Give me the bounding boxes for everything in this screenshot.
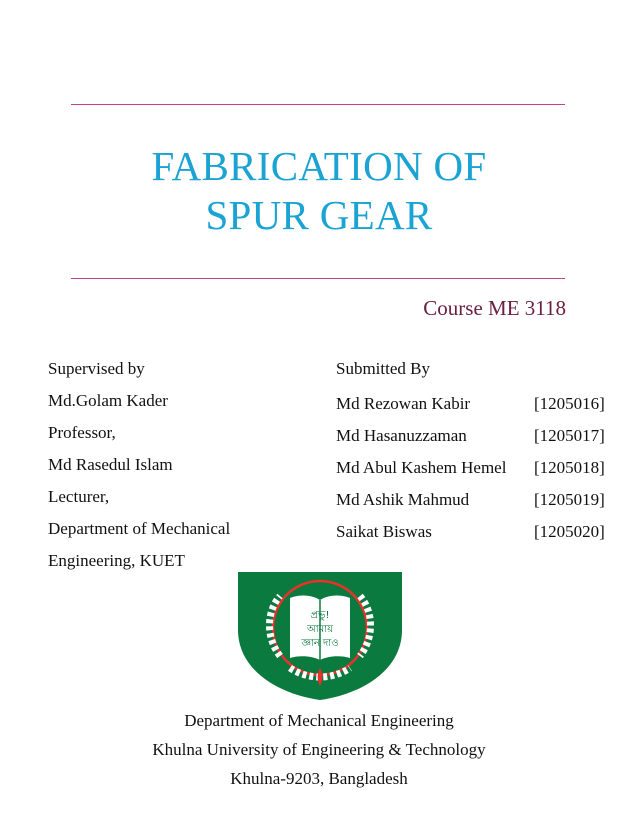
member-row xyxy=(336,452,614,484)
supervisor-line: Engineering, KUET xyxy=(48,551,185,570)
university-logo xyxy=(232,568,408,702)
member-list xyxy=(336,388,614,548)
member-row xyxy=(336,388,614,420)
member-id: [1205017] xyxy=(534,426,605,445)
institution-block xyxy=(0,706,638,793)
member-row xyxy=(336,420,614,452)
member-row xyxy=(336,484,614,516)
submitted-by-heading: Submitted By xyxy=(336,359,430,378)
supervised-by-heading: Supervised by xyxy=(48,359,145,378)
member-name: Saikat Biswas xyxy=(336,522,432,541)
supervisor-line: Md.Golam Kader xyxy=(48,391,168,410)
member-id: [1205019] xyxy=(534,490,605,509)
member-name: Md Rezowan Kabir xyxy=(336,394,471,413)
top-divider xyxy=(71,104,565,105)
report-title xyxy=(70,142,568,240)
university-name: Khulna University of Engineering & Technology xyxy=(152,740,486,759)
member-name: Md Abul Kashem Hemel xyxy=(336,458,507,477)
logo-book-text-2: আমায় xyxy=(306,624,334,635)
logo-book-text-3: জ্ঞান দাও xyxy=(301,638,339,649)
member-row xyxy=(336,516,614,548)
member-name: Md Hasanuzzaman xyxy=(336,426,467,445)
university-address: Khulna-9203, Bangladesh xyxy=(230,769,408,788)
supervisor-line: Lecturer, xyxy=(48,487,110,506)
logo-book-text-1: প্রভু! xyxy=(310,610,330,621)
member-id: [1205018] xyxy=(534,458,605,477)
member-name: Md Ashik Mahmud xyxy=(336,490,470,509)
course-code: Course ME 3118 xyxy=(423,296,566,320)
title-line-1: FABRICATION OF xyxy=(151,143,487,189)
supervisor-line: Department of Mechanical xyxy=(48,519,231,538)
supervisor-block xyxy=(48,353,230,577)
department-name: Department of Mechanical Engineering xyxy=(184,711,454,730)
bottom-divider xyxy=(71,278,565,279)
supervisor-line: Professor, xyxy=(48,423,116,442)
title-line-2: SPUR GEAR xyxy=(205,192,433,238)
member-id: [1205016] xyxy=(534,394,605,413)
supervisor-line: Md Rasedul Islam xyxy=(48,455,173,474)
member-id: [1205020] xyxy=(534,522,605,541)
